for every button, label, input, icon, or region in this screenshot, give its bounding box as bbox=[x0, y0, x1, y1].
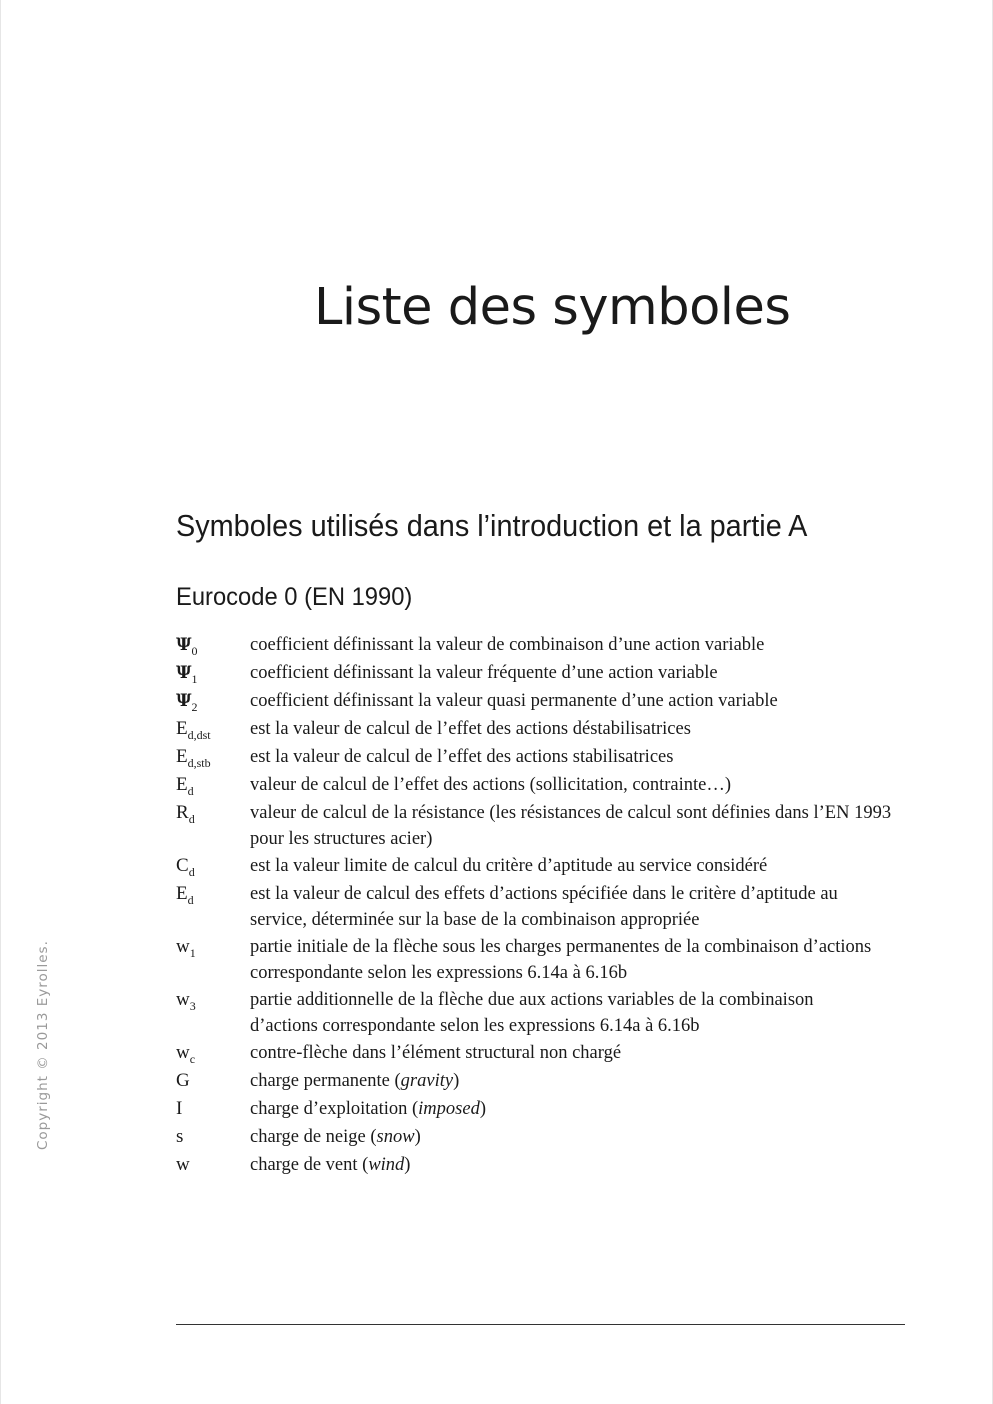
symbol-row bbox=[176, 1151, 905, 1179]
symbol-description: contre-flèche dans l’élément structural non chargé bbox=[250, 1043, 622, 1063]
symbol: $E_{d,stb}$ bbox=[176, 746, 211, 770]
subsection-title: Eurocode 0 (EN 1990) bbox=[176, 583, 413, 611]
symbol-description: est la valeur de calcul de l’effet des actions déstabilisatrices bbox=[250, 719, 691, 739]
symbol: $E_d$ bbox=[176, 883, 194, 907]
symbol-description: charge permanente (gravity) bbox=[250, 1071, 460, 1091]
symbol-row bbox=[176, 933, 905, 986]
symbol-description: coefficient définissant la valeur fréquente d’une action variable bbox=[250, 663, 718, 683]
symbol: $E_d$ bbox=[176, 774, 194, 798]
symbol-row bbox=[176, 687, 905, 715]
symbol-description: charge de vent (wind) bbox=[250, 1155, 411, 1175]
symbol-description: valeur de calcul de la résistance (les résistances de calcul sont définies dans l’EN 1993 pour les structures acier) bbox=[250, 803, 892, 849]
symbol-row bbox=[176, 631, 905, 659]
symbol-list bbox=[176, 631, 905, 1179]
symbol-row bbox=[176, 743, 905, 771]
symbol-description: charge d’exploitation (imposed) bbox=[250, 1099, 486, 1119]
symbol-row bbox=[176, 1039, 905, 1067]
copyright-notice: Copyright © 2013 Eyrolles. bbox=[35, 940, 51, 1150]
symbol-description: est la valeur de calcul des effets d’actions spécifiée dans le critère d’aptitude au service, déterminée sur la base de la combinaison appropriée bbox=[250, 884, 838, 930]
symbol-row bbox=[176, 880, 905, 933]
symbol: $w_1$ bbox=[176, 936, 196, 960]
symbol-row bbox=[176, 852, 905, 880]
symbol: $\Psi_0$ bbox=[176, 635, 198, 658]
symbol: $\Psi_2$ bbox=[176, 691, 198, 714]
symbol: G bbox=[176, 1070, 190, 1091]
symbol-row bbox=[176, 986, 905, 1039]
section-title: Symboles utilisés dans l’introduction et la partie A bbox=[176, 508, 808, 543]
symbol-row bbox=[176, 1123, 905, 1151]
chapter-title: Liste des symboles bbox=[314, 278, 791, 337]
symbol: w bbox=[176, 1154, 190, 1175]
symbol-row bbox=[176, 1095, 905, 1123]
symbol-description: charge de neige (snow) bbox=[250, 1127, 421, 1147]
symbol-row bbox=[176, 799, 905, 852]
symbol-description: valeur de calcul de l’effet des actions (sollicitation, contrainte…) bbox=[250, 775, 731, 795]
symbol-description: coefficient définissant la valeur de combinaison d’une action variable bbox=[250, 635, 765, 655]
symbol-description: partie initiale de la flèche sous les charges permanentes de la combinaison d’actions correspondante selon les expressions 6.14a à 6.16b bbox=[250, 937, 872, 983]
footer-rule bbox=[176, 1324, 905, 1325]
symbol: s bbox=[176, 1126, 184, 1147]
symbol: $\Psi_1$ bbox=[176, 663, 198, 686]
symbol-row bbox=[176, 659, 905, 687]
symbol: $w_3$ bbox=[176, 989, 196, 1013]
symbol-description: est la valeur limite de calcul du critère d’aptitude au service considéré bbox=[250, 856, 768, 876]
symbol-row bbox=[176, 715, 905, 743]
symbol-description: coefficient définissant la valeur quasi permanente d’une action variable bbox=[250, 691, 778, 711]
symbol-description: partie additionnelle de la flèche due aux actions variables de la combinaison d’actions correspondante selon les expressions 6.14a à 6.16b bbox=[250, 990, 814, 1036]
symbol: $C_d$ bbox=[176, 855, 195, 879]
symbol: $E_{d,dst}$ bbox=[176, 718, 211, 742]
symbol-row bbox=[176, 1067, 905, 1095]
symbol: I bbox=[176, 1098, 183, 1119]
symbol-description: est la valeur de calcul de l’effet des actions stabilisatrices bbox=[250, 747, 674, 767]
symbol: $w_c$ bbox=[176, 1042, 196, 1066]
symbol: $R_d$ bbox=[176, 802, 195, 826]
symbol-row bbox=[176, 771, 905, 799]
